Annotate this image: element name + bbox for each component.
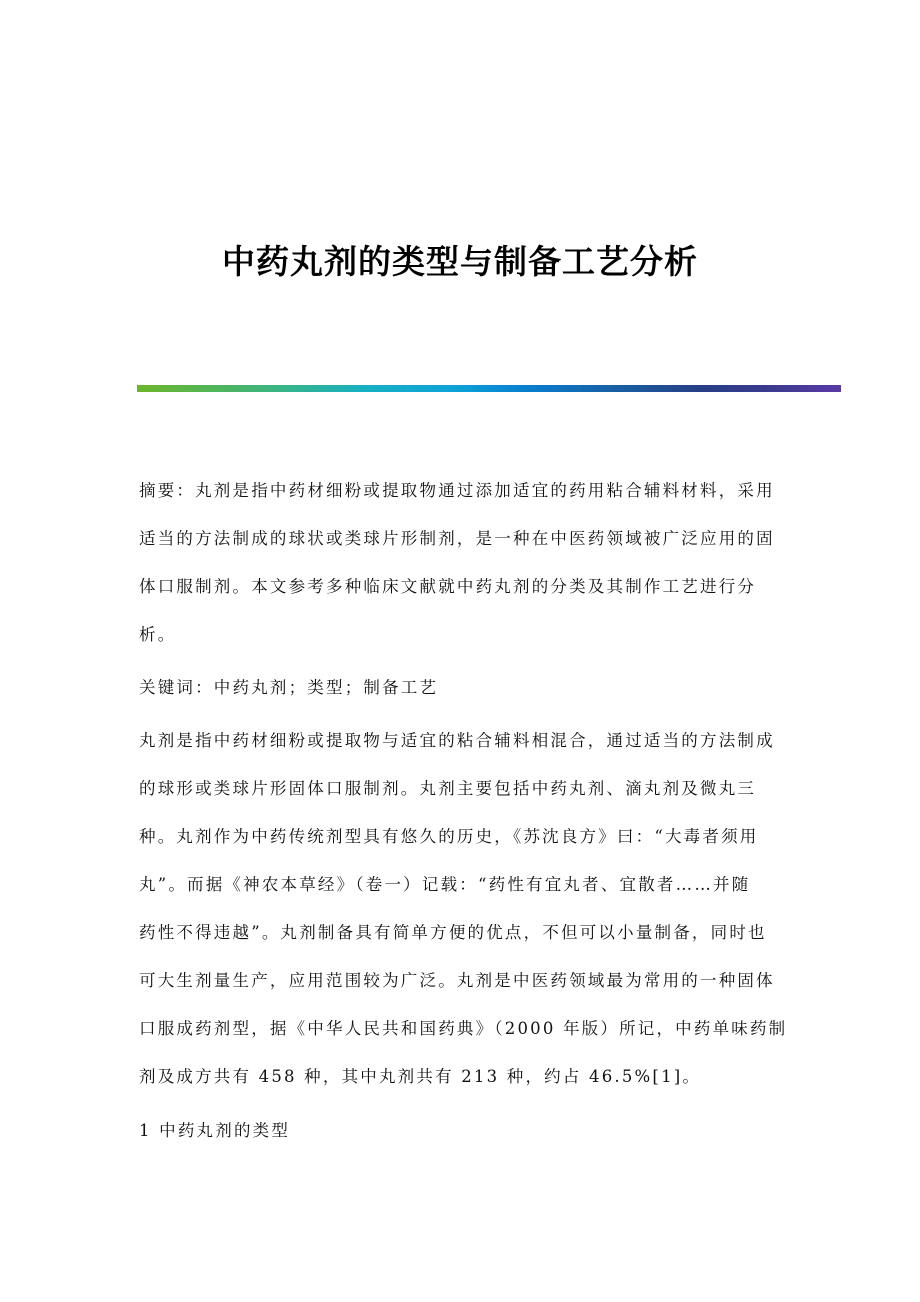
intro-line: 丸”。而据《神农本草经》（卷一）记载：“药性有宜丸者、宜散者……并随 — [139, 875, 751, 894]
abstract-paragraph — [139, 467, 779, 659]
abstract-line: 适当的方法制成的球状或类球片形制剂，是一种在中医药领域被广泛应用的固 — [139, 529, 775, 548]
intro-paragraph — [139, 717, 788, 1101]
abstract-line: 摘要：丸剂是指中药材细粉或提取物通过添加适宜的药用粘合辅料材料，采用 — [139, 481, 775, 500]
intro-line: 药性不得违越”。丸剂制备具有简单方便的优点，不但可以小量制备，同时也 — [139, 923, 767, 942]
intro-line: 丸剂是指中药材细粉或提取物与适宜的粘合辅料相混合，通过适当的方法制成 — [139, 731, 775, 750]
intro-line: 剂及成方共有 458 种，其中丸剂共有 213 种，约占 46.5%[1]。 — [139, 1067, 702, 1086]
keywords-line: 关键词：中药丸剂；类型；制备工艺 — [139, 678, 439, 697]
intro-line: 可大生剂量生产，应用范围较为广泛。丸剂是中医药领域最为常用的一种固体 — [139, 971, 775, 990]
abstract-line: 体口服制剂。本文参考多种临床文献就中药丸剂的分类及其制作工艺进行分 — [139, 577, 757, 596]
intro-line: 的球形或类球片形固体口服制剂。丸剂主要包括中药丸剂、滴丸剂及微丸三 — [139, 779, 757, 798]
intro-line: 种。丸剂作为中药传统剂型具有悠久的历史，《苏沈良方》曰：“大毒者须用 — [139, 827, 759, 846]
title-gradient-divider — [137, 385, 841, 392]
document-body — [139, 467, 788, 1155]
section-heading: 1 中药丸剂的类型 — [139, 1121, 291, 1140]
page-title: 中药丸剂的类型与制备工艺分析 — [222, 242, 698, 282]
intro-line: 口服成药剂型，据《中华人民共和国药典》（2000 年版）所记，中药单味药制 — [139, 1019, 788, 1038]
abstract-line: 析。 — [139, 625, 177, 644]
